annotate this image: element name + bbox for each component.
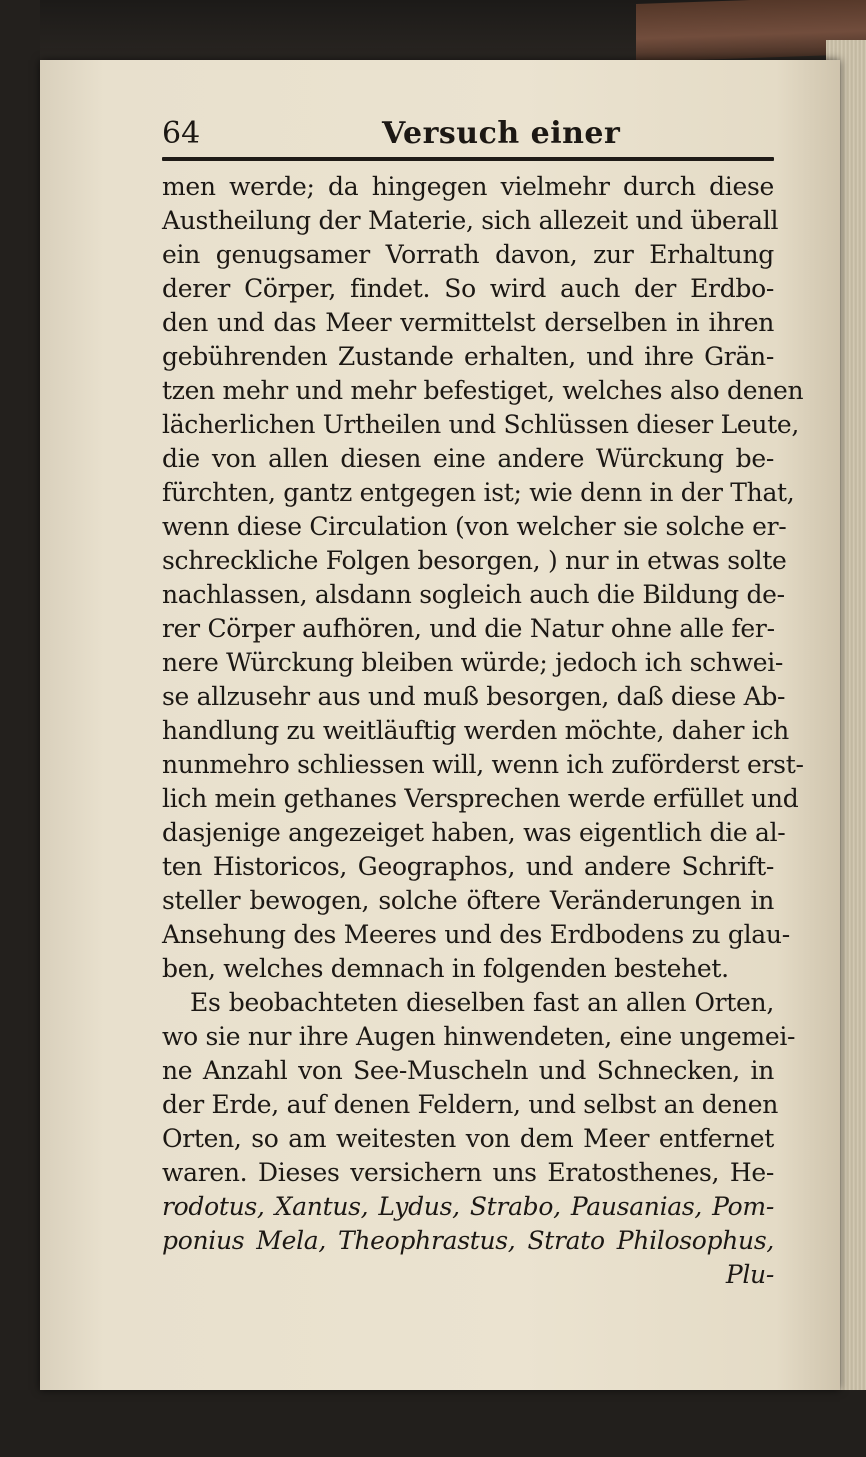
text-line: nachlassen, alsdann sogleich auch die Bildung de-: [162, 580, 785, 609]
text-line: gebührenden Zustande erhalten, und ihre Grän-: [162, 342, 774, 371]
header-rule: [162, 157, 774, 161]
paragraph-start-line: Es beobachteten dieselben fast an allen Orten,: [190, 988, 774, 1017]
page-number: 64: [162, 116, 201, 151]
running-title: Versuch einer: [382, 116, 621, 151]
text-line: nunmehro schliessen will, wenn ich zuförderst erst-: [162, 750, 804, 779]
text-line: Ansehung des Meeres und des Erdbodens zu glau-: [162, 920, 790, 949]
text-line: se allzusehr aus und muß besorgen, daß diese Ab-: [162, 682, 786, 711]
text-line: waren. Dieses versichern uns Eratosthenes, He-: [162, 1158, 774, 1187]
text-line: men werde; da hingegen vielmehr durch diese: [162, 172, 774, 201]
text-line: die von allen diesen eine andere Würckung be-: [162, 444, 774, 473]
text-line: der Erde, auf denen Feldern, und selbst an denen: [162, 1090, 778, 1119]
background-left: [0, 0, 40, 1457]
text-line: ten Historicos, Geographos, und andere Schrift-: [162, 852, 774, 881]
text-line: fürchten, gantz entgegen ist; wie denn in der That,: [162, 478, 795, 507]
text-line: wo sie nur ihre Augen hinwendeten, eine ungemei-: [162, 1022, 796, 1051]
text-line: lächerlichen Urtheilen und Schlüssen dieser Leute,: [162, 410, 800, 439]
text-line-names: ponius Mela, Theophrastus, Strato Philosophus,: [162, 1226, 774, 1255]
page-body: [162, 170, 804, 1292]
background-bottom: [0, 1390, 866, 1457]
text-line: lich mein gethanes Versprechen werde erfüllet und: [162, 784, 799, 813]
text-line: dasjenige angezeiget haben, was eigentlich die al-: [162, 818, 786, 847]
text-line: ein genugsamer Vorrath davon, zur Erhaltung: [162, 240, 774, 269]
text-line: handlung zu weitläuftig werden möchte, daher ich: [162, 716, 789, 745]
text-line: rer Cörper aufhören, und die Natur ohne alle fer-: [162, 614, 775, 643]
text-line: den und das Meer vermittelst derselben in ihren: [162, 308, 774, 337]
text-line: Austheilung der Materie, sich allezeit und überall: [162, 206, 779, 235]
text-line: wenn diese Circulation (von welcher sie solche er-: [162, 512, 787, 541]
page-header: [162, 112, 774, 152]
text-line: schreckliche Folgen besorgen, ) nur in etwas solte: [162, 546, 787, 575]
text-line: tzen mehr und mehr befestiget, welches also denen: [162, 376, 804, 405]
text-line: derer Cörper, findet. So wird auch der Erdbo-: [162, 274, 774, 303]
text-line-names: rodotus, Xantus, Lydus, Strabo, Pausanias, Pom-: [162, 1192, 774, 1221]
text-line: ne Anzahl von See-Muscheln und Schnecken, in: [162, 1056, 774, 1085]
text-line: ben, welches demnach in folgenden bestehet.: [162, 954, 729, 983]
text-line: nere Würckung bleiben würde; jedoch ich schwei-: [162, 648, 784, 677]
catchword: Plu-: [725, 1260, 774, 1289]
text-line: Orten, so am weitesten von dem Meer entfernet: [162, 1124, 774, 1153]
text-line: steller bewogen, solche öftere Veränderungen in: [162, 886, 774, 915]
